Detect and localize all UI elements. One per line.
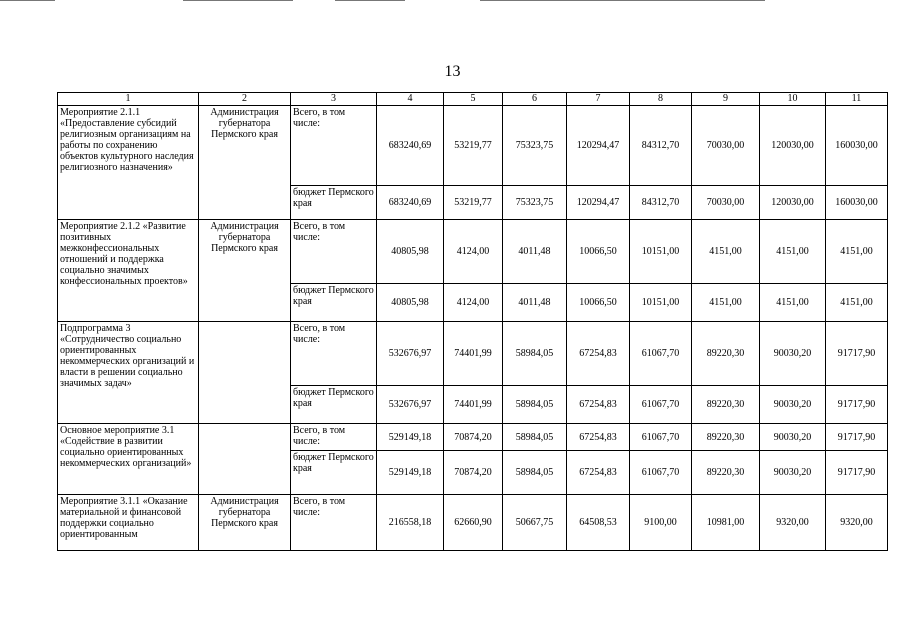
amount-cell: 84312,70 [630, 186, 692, 220]
funding-source: Всего, в том числе: [291, 424, 377, 451]
amount-cell: 4151,00 [826, 284, 888, 322]
column-header: 10 [760, 93, 826, 106]
activity-name: Мероприятие 2.1.1 «Предоставление субсидий религиозным организациям на работы по сохранению объектов культурного наследия религиозного назначения» [58, 106, 199, 220]
amount-cell: 91717,90 [826, 322, 888, 386]
table-row [58, 424, 888, 451]
funding-source: бюджет Пермского края [291, 186, 377, 220]
column-header: 7 [567, 93, 630, 106]
budget-table [57, 92, 888, 551]
amount-cell: 58984,05 [503, 451, 567, 495]
amount-cell: 529149,18 [377, 424, 444, 451]
amount-cell: 84312,70 [630, 106, 692, 186]
activity-name: Основное мероприятие 3.1 «Содействие в развитии социально ориентированных некоммерческих организаций» [58, 424, 199, 495]
amount-cell: 74401,99 [444, 322, 503, 386]
amount-cell: 89220,30 [692, 451, 760, 495]
amount-cell: 70874,20 [444, 424, 503, 451]
amount-cell: 70030,00 [692, 186, 760, 220]
amount-cell: 160030,00 [826, 106, 888, 186]
amount-cell: 67254,83 [567, 424, 630, 451]
amount-cell: 4011,48 [503, 284, 567, 322]
column-header: 3 [291, 93, 377, 106]
amount-cell: 91717,90 [826, 386, 888, 424]
top-rule [480, 0, 765, 1]
activity-name: Мероприятие 2.1.2 «Развитие позитивных межконфессиональных отношений и поддержка социально значимых конфессиональных проектов» [58, 220, 199, 322]
amount-cell: 4151,00 [692, 284, 760, 322]
amount-cell: 10151,00 [630, 220, 692, 284]
amount-cell: 75323,75 [503, 106, 567, 186]
table-row [58, 495, 888, 551]
amount-cell: 10151,00 [630, 284, 692, 322]
amount-cell: 532676,97 [377, 322, 444, 386]
amount-cell: 58984,05 [503, 386, 567, 424]
page-number: 13 [444, 63, 461, 80]
amount-cell: 4151,00 [760, 284, 826, 322]
amount-cell: 90030,20 [760, 322, 826, 386]
activity-name: Подпрограмма 3 «Сотрудничество социально ориентированных некоммерческих организаций и власти в решении социально значимых задач» [58, 322, 199, 424]
amount-cell: 90030,20 [760, 424, 826, 451]
executor: Администрация губернатора Пермского края [199, 220, 291, 322]
amount-cell: 61067,70 [630, 386, 692, 424]
amount-cell: 67254,83 [567, 386, 630, 424]
amount-cell: 91717,90 [826, 451, 888, 495]
amount-cell: 91717,90 [826, 424, 888, 451]
amount-cell: 683240,69 [377, 106, 444, 186]
amount-cell: 120030,00 [760, 106, 826, 186]
column-header: 1 [58, 93, 199, 106]
column-header: 6 [503, 93, 567, 106]
executor: Администрация губернатора Пермского края [199, 106, 291, 220]
amount-cell: 67254,83 [567, 451, 630, 495]
table-row [58, 106, 888, 186]
column-header: 9 [692, 93, 760, 106]
funding-source: Всего, в том числе: [291, 495, 377, 551]
activity-name: Мероприятие 3.1.1 «Оказание материальной и финансовой поддержки социально ориентированным [58, 495, 199, 551]
funding-source: Всего, в том числе: [291, 220, 377, 284]
amount-cell: 9100,00 [630, 495, 692, 551]
column-header: 8 [630, 93, 692, 106]
top-rule [335, 0, 405, 1]
amount-cell: 683240,69 [377, 186, 444, 220]
amount-cell: 9320,00 [826, 495, 888, 551]
amount-cell: 53219,77 [444, 186, 503, 220]
amount-cell: 70030,00 [692, 106, 760, 186]
amount-cell: 10066,50 [567, 220, 630, 284]
executor [199, 322, 291, 424]
amount-cell: 89220,30 [692, 424, 760, 451]
column-header: 4 [377, 93, 444, 106]
amount-cell: 58984,05 [503, 424, 567, 451]
table-row [58, 220, 888, 284]
header-row [58, 93, 888, 106]
amount-cell: 4124,00 [444, 220, 503, 284]
amount-cell: 61067,70 [630, 424, 692, 451]
amount-cell: 58984,05 [503, 322, 567, 386]
amount-cell: 120030,00 [760, 186, 826, 220]
amount-cell: 50667,75 [503, 495, 567, 551]
amount-cell: 62660,90 [444, 495, 503, 551]
amount-cell: 4151,00 [826, 220, 888, 284]
amount-cell: 4151,00 [692, 220, 760, 284]
amount-cell: 216558,18 [377, 495, 444, 551]
amount-cell: 160030,00 [826, 186, 888, 220]
amount-cell: 89220,30 [692, 322, 760, 386]
amount-cell: 120294,47 [567, 106, 630, 186]
amount-cell: 75323,75 [503, 186, 567, 220]
amount-cell: 74401,99 [444, 386, 503, 424]
amount-cell: 67254,83 [567, 322, 630, 386]
amount-cell: 4124,00 [444, 284, 503, 322]
executor: Администрация губернатора Пермского края [199, 495, 291, 551]
amount-cell: 9320,00 [760, 495, 826, 551]
executor [199, 424, 291, 495]
amount-cell: 120294,47 [567, 186, 630, 220]
amount-cell: 532676,97 [377, 386, 444, 424]
amount-cell: 61067,70 [630, 322, 692, 386]
amount-cell: 64508,53 [567, 495, 630, 551]
table-row [58, 322, 888, 386]
amount-cell: 90030,20 [760, 451, 826, 495]
amount-cell: 4011,48 [503, 220, 567, 284]
funding-source: бюджет Пермского края [291, 386, 377, 424]
column-header: 2 [199, 93, 291, 106]
funding-source: бюджет Пермского края [291, 284, 377, 322]
amount-cell: 529149,18 [377, 451, 444, 495]
funding-source: Всего, в том числе: [291, 322, 377, 386]
amount-cell: 40805,98 [377, 284, 444, 322]
amount-cell: 53219,77 [444, 106, 503, 186]
amount-cell: 10981,00 [692, 495, 760, 551]
amount-cell: 40805,98 [377, 220, 444, 284]
amount-cell: 4151,00 [760, 220, 826, 284]
amount-cell: 90030,20 [760, 386, 826, 424]
column-header: 11 [826, 93, 888, 106]
column-header: 5 [444, 93, 503, 106]
amount-cell: 61067,70 [630, 451, 692, 495]
amount-cell: 70874,20 [444, 451, 503, 495]
top-rule [0, 0, 55, 1]
amount-cell: 10066,50 [567, 284, 630, 322]
funding-source: Всего, в том числе: [291, 106, 377, 186]
amount-cell: 89220,30 [692, 386, 760, 424]
top-rule [183, 0, 293, 1]
funding-source: бюджет Пермского края [291, 451, 377, 495]
